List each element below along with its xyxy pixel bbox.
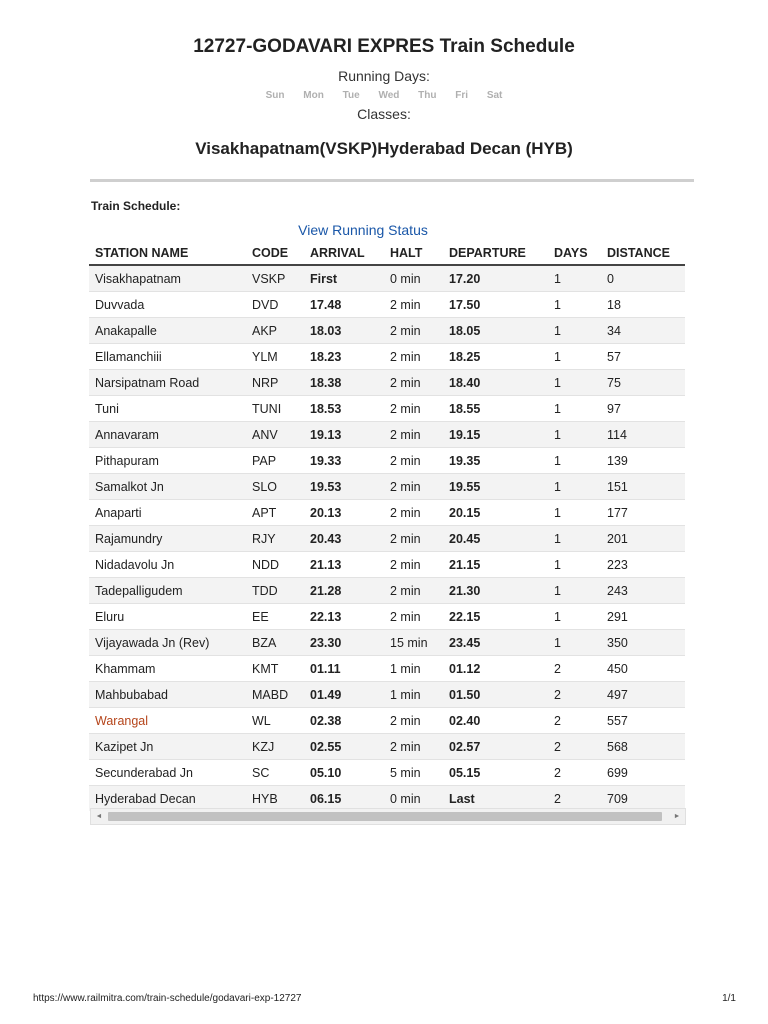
distance-km: 568 bbox=[601, 734, 685, 760]
table-row bbox=[89, 448, 685, 474]
arrival-time: 02.38 bbox=[304, 708, 384, 734]
arrival-time: 01.49 bbox=[304, 682, 384, 708]
station-name[interactable]: Hyderabad Decan bbox=[89, 786, 246, 812]
col-distance: DISTANCE bbox=[601, 241, 685, 265]
day-number: 2 bbox=[548, 760, 601, 786]
horizontal-scrollbar[interactable] bbox=[90, 808, 686, 825]
day-number: 1 bbox=[548, 630, 601, 656]
day-tue: Tue bbox=[342, 90, 360, 101]
station-code: NDD bbox=[246, 552, 304, 578]
station-name[interactable]: Visakhapatnam bbox=[89, 265, 246, 292]
halt-duration: 2 min bbox=[384, 578, 443, 604]
departure-time: 19.55 bbox=[443, 474, 548, 500]
halt-duration: 2 min bbox=[384, 448, 443, 474]
arrival-time: 21.13 bbox=[304, 552, 384, 578]
station-name[interactable]: Secunderabad Jn bbox=[89, 760, 246, 786]
station-code: SC bbox=[246, 760, 304, 786]
station-name[interactable]: Tuni bbox=[89, 396, 246, 422]
station-code: TUNI bbox=[246, 396, 304, 422]
table-header-row bbox=[89, 241, 685, 265]
day-number: 1 bbox=[548, 474, 601, 500]
table-row bbox=[89, 422, 685, 448]
distance-km: 57 bbox=[601, 344, 685, 370]
station-name[interactable]: Samalkot Jn bbox=[89, 474, 246, 500]
col-arrival: ARRIVAL bbox=[304, 241, 384, 265]
departure-time: 20.15 bbox=[443, 500, 548, 526]
table-row bbox=[89, 500, 685, 526]
halt-duration: 2 min bbox=[384, 318, 443, 344]
arrival-time: 02.55 bbox=[304, 734, 384, 760]
day-number: 1 bbox=[548, 552, 601, 578]
arrival-time: 19.33 bbox=[304, 448, 384, 474]
station-name[interactable]: Narsipatnam Road bbox=[89, 370, 246, 396]
halt-duration: 2 min bbox=[384, 344, 443, 370]
distance-km: 557 bbox=[601, 708, 685, 734]
station-code: YLM bbox=[246, 344, 304, 370]
distance-km: 709 bbox=[601, 786, 685, 812]
departure-time: 17.50 bbox=[443, 292, 548, 318]
table-row bbox=[89, 526, 685, 552]
day-number: 1 bbox=[548, 318, 601, 344]
halt-duration: 1 min bbox=[384, 656, 443, 682]
station-code: NRP bbox=[246, 370, 304, 396]
station-code: RJY bbox=[246, 526, 304, 552]
halt-duration: 2 min bbox=[384, 474, 443, 500]
arrival-time: 18.23 bbox=[304, 344, 384, 370]
departure-time: Last bbox=[443, 786, 548, 812]
col-departure: DEPARTURE bbox=[443, 241, 548, 265]
station-name[interactable]: Ellamanchiii bbox=[89, 344, 246, 370]
day-number: 2 bbox=[548, 656, 601, 682]
halt-duration: 2 min bbox=[384, 526, 443, 552]
arrival-time: 05.10 bbox=[304, 760, 384, 786]
table-row bbox=[89, 474, 685, 500]
distance-km: 223 bbox=[601, 552, 685, 578]
station-code: WL bbox=[246, 708, 304, 734]
halt-duration: 2 min bbox=[384, 292, 443, 318]
arrival-time: 18.38 bbox=[304, 370, 384, 396]
distance-km: 291 bbox=[601, 604, 685, 630]
halt-duration: 2 min bbox=[384, 708, 443, 734]
arrival-time: 22.13 bbox=[304, 604, 384, 630]
arrival-time: 06.15 bbox=[304, 786, 384, 812]
station-code: VSKP bbox=[246, 265, 304, 292]
arrival-time: 19.13 bbox=[304, 422, 384, 448]
col-station-name: STATION NAME bbox=[89, 241, 246, 265]
section-divider bbox=[90, 179, 694, 182]
halt-duration: 1 min bbox=[384, 682, 443, 708]
distance-km: 97 bbox=[601, 396, 685, 422]
day-number: 1 bbox=[548, 370, 601, 396]
departure-time: 01.12 bbox=[443, 656, 548, 682]
station-code: APT bbox=[246, 500, 304, 526]
arrival-time: 21.28 bbox=[304, 578, 384, 604]
col-halt: HALT bbox=[384, 241, 443, 265]
station-name[interactable]: Khammam bbox=[89, 656, 246, 682]
distance-km: 201 bbox=[601, 526, 685, 552]
station-code: EE bbox=[246, 604, 304, 630]
station-name[interactable]: Annavaram bbox=[89, 422, 246, 448]
station-name[interactable]: Rajamundry bbox=[89, 526, 246, 552]
day-number: 1 bbox=[548, 396, 601, 422]
day-fri: Fri bbox=[455, 90, 469, 101]
halt-duration: 2 min bbox=[384, 734, 443, 760]
halt-duration: 2 min bbox=[384, 604, 443, 630]
table-row bbox=[89, 656, 685, 682]
station-code: ANV bbox=[246, 422, 304, 448]
table-row bbox=[89, 344, 685, 370]
table-row bbox=[89, 734, 685, 760]
distance-km: 18 bbox=[601, 292, 685, 318]
day-number: 1 bbox=[548, 292, 601, 318]
departure-time: 18.40 bbox=[443, 370, 548, 396]
col-days: DAYS bbox=[548, 241, 601, 265]
halt-duration: 2 min bbox=[384, 422, 443, 448]
station-code: KZJ bbox=[246, 734, 304, 760]
day-number: 2 bbox=[548, 708, 601, 734]
arrival-time: 17.48 bbox=[304, 292, 384, 318]
day-thu: Thu bbox=[418, 90, 437, 101]
schedule-label: Train Schedule: bbox=[91, 199, 181, 213]
scroll-thumb[interactable] bbox=[108, 812, 662, 821]
view-running-status-link[interactable]: View Running Status bbox=[298, 222, 428, 238]
day-number: 2 bbox=[548, 682, 601, 708]
arrival-time: 23.30 bbox=[304, 630, 384, 656]
halt-duration: 5 min bbox=[384, 760, 443, 786]
station-code: DVD bbox=[246, 292, 304, 318]
table-row bbox=[89, 370, 685, 396]
station-code: AKP bbox=[246, 318, 304, 344]
halt-duration: 2 min bbox=[384, 370, 443, 396]
day-sun: Sun bbox=[265, 90, 285, 101]
day-number: 2 bbox=[548, 786, 601, 812]
arrival-time: 01.11 bbox=[304, 656, 384, 682]
table-row bbox=[89, 265, 685, 292]
departure-time: 21.30 bbox=[443, 578, 548, 604]
arrival-time: 18.03 bbox=[304, 318, 384, 344]
halt-duration: 2 min bbox=[384, 552, 443, 578]
departure-time: 02.40 bbox=[443, 708, 548, 734]
table-row bbox=[89, 292, 685, 318]
day-number: 1 bbox=[548, 500, 601, 526]
distance-km: 450 bbox=[601, 656, 685, 682]
departure-time: 20.45 bbox=[443, 526, 548, 552]
station-code: PAP bbox=[246, 448, 304, 474]
running-days-list bbox=[0, 90, 768, 101]
distance-km: 243 bbox=[601, 578, 685, 604]
departure-time: 17.20 bbox=[443, 265, 548, 292]
halt-duration: 0 min bbox=[384, 786, 443, 812]
distance-km: 34 bbox=[601, 318, 685, 344]
station-code: SLO bbox=[246, 474, 304, 500]
distance-km: 139 bbox=[601, 448, 685, 474]
station-name[interactable]: Vijayawada Jn (Rev) bbox=[89, 630, 246, 656]
departure-time: 21.15 bbox=[443, 552, 548, 578]
day-number: 1 bbox=[548, 604, 601, 630]
day-sat: Sat bbox=[486, 90, 503, 101]
table-row bbox=[89, 552, 685, 578]
halt-duration: 2 min bbox=[384, 500, 443, 526]
station-name[interactable]: Eluru bbox=[89, 604, 246, 630]
day-number: 1 bbox=[548, 344, 601, 370]
distance-km: 75 bbox=[601, 370, 685, 396]
distance-km: 497 bbox=[601, 682, 685, 708]
footer-page-number: 1/1 bbox=[722, 993, 736, 1004]
halt-duration: 2 min bbox=[384, 396, 443, 422]
departure-time: 18.55 bbox=[443, 396, 548, 422]
station-code: TDD bbox=[246, 578, 304, 604]
station-code: KMT bbox=[246, 656, 304, 682]
arrival-time: 20.13 bbox=[304, 500, 384, 526]
day-number: 1 bbox=[548, 265, 601, 292]
classes-label: Classes: bbox=[357, 106, 411, 122]
station-name[interactable]: Anakapalle bbox=[89, 318, 246, 344]
distance-km: 350 bbox=[601, 630, 685, 656]
arrival-time: First bbox=[304, 265, 384, 292]
table-row bbox=[89, 630, 685, 656]
running-days-label: Running Days: bbox=[338, 68, 430, 84]
station-code: HYB bbox=[246, 786, 304, 812]
day-number: 2 bbox=[548, 734, 601, 760]
table-row bbox=[89, 578, 685, 604]
halt-duration: 15 min bbox=[384, 630, 443, 656]
distance-km: 0 bbox=[601, 265, 685, 292]
table-row bbox=[89, 604, 685, 630]
distance-km: 177 bbox=[601, 500, 685, 526]
table-row bbox=[89, 760, 685, 786]
day-number: 1 bbox=[548, 448, 601, 474]
departure-time: 01.50 bbox=[443, 682, 548, 708]
station-name[interactable]: Mahbubabad bbox=[89, 682, 246, 708]
day-wed: Wed bbox=[378, 90, 400, 101]
arrival-time: 20.43 bbox=[304, 526, 384, 552]
arrival-time: 19.53 bbox=[304, 474, 384, 500]
table-row bbox=[89, 318, 685, 344]
scroll-right-arrow-icon[interactable]: ► bbox=[673, 813, 681, 820]
schedule-table bbox=[89, 241, 685, 811]
distance-km: 151 bbox=[601, 474, 685, 500]
footer-url: https://www.railmitra.com/train-schedule/godavari-exp-12727 bbox=[33, 993, 302, 1004]
departure-time: 23.45 bbox=[443, 630, 548, 656]
table-row bbox=[89, 682, 685, 708]
arrival-time: 18.53 bbox=[304, 396, 384, 422]
station-name[interactable]: Anaparti bbox=[89, 500, 246, 526]
station-name[interactable]: Tadepalligudem bbox=[89, 578, 246, 604]
departure-time: 18.25 bbox=[443, 344, 548, 370]
schedule-body bbox=[89, 265, 685, 811]
departure-time: 18.05 bbox=[443, 318, 548, 344]
station-code: MABD bbox=[246, 682, 304, 708]
day-number: 1 bbox=[548, 526, 601, 552]
table-row bbox=[89, 708, 685, 734]
distance-km: 699 bbox=[601, 760, 685, 786]
station-name[interactable]: Warangal bbox=[89, 708, 246, 734]
station-code: BZA bbox=[246, 630, 304, 656]
departure-time: 05.15 bbox=[443, 760, 548, 786]
departure-time: 19.15 bbox=[443, 422, 548, 448]
halt-duration: 0 min bbox=[384, 265, 443, 292]
route-title: Visakhapatnam(VSKP)Hyderabad Decan (HYB) bbox=[195, 139, 573, 158]
station-name[interactable]: Nidadavolu Jn bbox=[89, 552, 246, 578]
station-name[interactable]: Pithapuram bbox=[89, 448, 246, 474]
day-mon: Mon bbox=[303, 90, 324, 101]
day-number: 1 bbox=[548, 422, 601, 448]
distance-km: 114 bbox=[601, 422, 685, 448]
table-row bbox=[89, 396, 685, 422]
station-name[interactable]: Kazipet Jn bbox=[89, 734, 246, 760]
col-code: CODE bbox=[246, 241, 304, 265]
departure-time: 22.15 bbox=[443, 604, 548, 630]
departure-time: 02.57 bbox=[443, 734, 548, 760]
station-name[interactable]: Duvvada bbox=[89, 292, 246, 318]
departure-time: 19.35 bbox=[443, 448, 548, 474]
page-title: 12727-GODAVARI EXPRES Train Schedule bbox=[193, 36, 575, 57]
scroll-left-arrow-icon[interactable]: ◄ bbox=[95, 813, 103, 820]
day-number: 1 bbox=[548, 578, 601, 604]
